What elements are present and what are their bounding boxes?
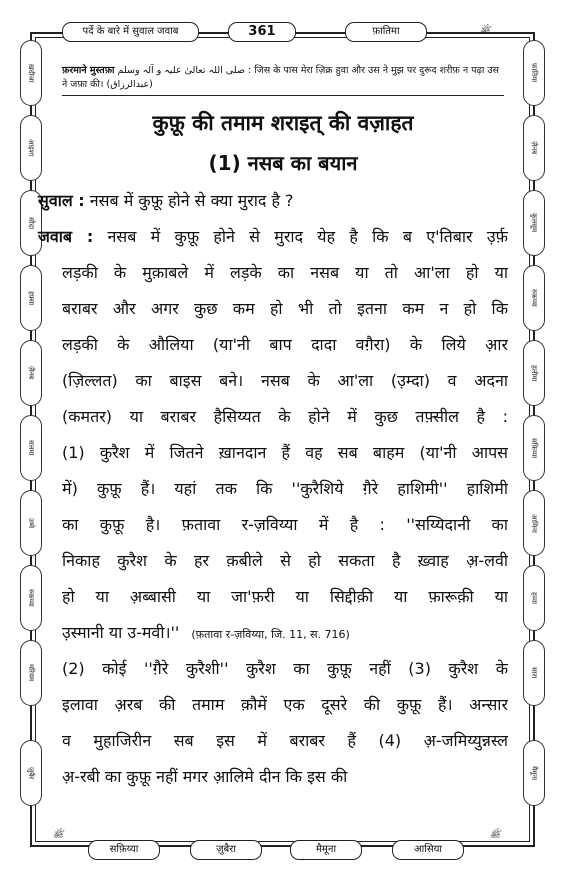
answer-line-text: व मुहाजिरीन सब इस में बराबर हैं (4) अ़-जमिय्युन्नस्ल bbox=[62, 731, 508, 750]
answer-line-text: हो या अ़ब्बासी या जा'फ़री या सिद्दीक़ी या फ़ारूक़ी या bbox=[62, 587, 508, 606]
footer-right-corner: ﷺ bbox=[489, 830, 501, 840]
footer-tab-1: ज़ुबैरा bbox=[190, 840, 262, 860]
answer-line-text: अ़-रबी का कुफ़ू नहीं मगर आ़लिमे दीन कि इस की bbox=[62, 767, 348, 786]
answer-line-text: में) कुफ़ू हैं। यहां तक कि ''कुरैशिये ग़ैरे हाशिमी'' हाशिमी bbox=[62, 479, 508, 498]
question-line bbox=[30, 183, 508, 219]
body-text bbox=[30, 183, 508, 795]
farmane-text-2: ने जफ़ा की। (عبدالرزاق) bbox=[62, 79, 153, 90]
farmane-label: फ़रमाने मुस्तफ़ा bbox=[62, 65, 115, 76]
answer-line-text: (2) कोई ''ग़ैरे कुरैशी'' कुरैश का कुफ़ू नहीं (3) कुरैश के bbox=[62, 659, 508, 678]
answer-line-text: उ़स्मानी या उ-मवी।'' bbox=[62, 623, 180, 642]
question-text: नसब में कुफ़ू होने से क्या मुराद है ? bbox=[89, 191, 294, 210]
footer-tab-0: सफ़िय्या bbox=[88, 840, 160, 860]
left-medallion: आइशा bbox=[20, 115, 42, 181]
header-left-tab: पर्दे के बारे में सुवाल जवाब bbox=[62, 22, 199, 42]
answer-line-text: (ज़िल्लत) का बाइस बने। नसब के आ'ला (उ़म्दा) व अदना bbox=[62, 371, 508, 390]
answer-line-5 bbox=[30, 399, 508, 435]
right-medallion: मैमूना bbox=[523, 740, 545, 806]
left-medallion: ज़ुबैर bbox=[20, 740, 42, 806]
page-title: कुफ़ू की तमाम शराइत् की वज़ाहत bbox=[152, 111, 414, 135]
answer-line-7 bbox=[30, 471, 508, 507]
answer-lines bbox=[30, 255, 508, 795]
header-right-corner: ﷺ bbox=[479, 26, 491, 36]
right-medallion: सफ़िय्या bbox=[523, 415, 545, 481]
header-right-tab: फ़ातिमा bbox=[345, 22, 427, 42]
answer-line-text: (कमतर) या बराबर हैसिय्यत के होने में कुछ तफ़्सील है : bbox=[62, 407, 508, 426]
answer-line-2 bbox=[30, 291, 508, 327]
answer-line-text: (1) कुरैश में जितने ख़ानदान हैं वह सब बाहम (या'नी आपस bbox=[62, 443, 508, 462]
right-medallion: फ़ातिमा bbox=[523, 40, 545, 106]
right-medallion: सारा bbox=[523, 640, 545, 706]
answer-line-3 bbox=[30, 327, 508, 363]
question-label: सुवाल : bbox=[38, 191, 85, 210]
answer-line-9 bbox=[30, 543, 508, 579]
answer-line-6 bbox=[30, 435, 508, 471]
answer-line-10 bbox=[30, 579, 508, 615]
answer-line-text: बराबर और अगर कुछ कम हो भी तो इतना कम न हो कि bbox=[62, 299, 508, 318]
answer-line-12 bbox=[30, 651, 508, 687]
right-medallion: कुलसूम bbox=[523, 190, 545, 256]
answer-line-8 bbox=[30, 507, 508, 543]
left-medallion: उम्मे bbox=[20, 490, 42, 556]
left-medallion: रुक़य्या bbox=[20, 565, 42, 631]
answer-line-4 bbox=[30, 363, 508, 399]
left-medallion: हफ़्सा bbox=[20, 265, 42, 331]
farmane-arabic: صلی اللہ تعالیٰ علیہ و آلہ وسلم bbox=[117, 65, 245, 76]
answer-line-0 bbox=[30, 219, 508, 255]
page-number: 361 bbox=[228, 22, 296, 42]
footer-tab-2: मैमूना bbox=[290, 840, 362, 860]
answer-line-text: लड़की के मुक़ाबले में लड़के का नसब या तो आ'ला हो या bbox=[62, 263, 508, 282]
answer-line-text: का कुफ़ू है। फ़तावा र-ज़विय्या में है : ''सय्यिदानी का bbox=[62, 515, 508, 534]
left-medallion: ज़ैनब bbox=[20, 340, 42, 406]
answer-line-text: निकाह कुरैश के हर क़बीले से हो सकता है ख़्वाह अ़-लवी bbox=[62, 551, 508, 570]
farmane-text: : जिस के पास मेरा ज़िक्र हुवा और उस ने मुझ पर दुरूद शरीफ़ न पढ़ा उस bbox=[247, 65, 499, 76]
answer-line-11 bbox=[30, 615, 508, 651]
right-medallion: हलीमा bbox=[523, 340, 545, 406]
footer-tab-3: आसिया bbox=[392, 840, 464, 860]
answer-line-text: लड़की के औलिया (या'नी बाप दादा वग़ैरा) के लिये आ़र bbox=[62, 335, 508, 354]
right-medallion: रुक़य्या bbox=[523, 265, 545, 331]
farmane-mustafa bbox=[62, 64, 504, 96]
right-medallion: ज़ैनब bbox=[523, 115, 545, 181]
answer-line-14 bbox=[30, 723, 508, 759]
answer-line-15 bbox=[30, 759, 508, 795]
left-medallion: मरियम bbox=[20, 640, 42, 706]
footer-left-corner: ﷺ bbox=[52, 830, 64, 840]
answer-label: जवाब : bbox=[38, 227, 94, 246]
section-subtitle: (1) नसब का बयान bbox=[208, 151, 358, 175]
left-medallion: सौदा bbox=[20, 190, 42, 256]
answer-line-text: नसब में कुफ़ू होने से मुराद येह है कि ब ए'तिबार उ़र्फ़ bbox=[107, 227, 508, 246]
right-medallion: आमिना bbox=[523, 490, 545, 556]
answer-line-text: इलावा अ़रब की तमाम क़ौमें एक दूसरे की कुफ़ू हैं। अन्सार bbox=[62, 695, 508, 714]
citation: (फ़तावा र-ज़विय्या, जि. 11, स. 716) bbox=[191, 628, 350, 641]
answer-line-13 bbox=[30, 687, 508, 723]
right-medallion: हव्वा bbox=[523, 565, 545, 631]
left-medallion: ख़दीजा bbox=[20, 40, 42, 106]
left-medallion: सलमा bbox=[20, 415, 42, 481]
answer-line-1 bbox=[30, 255, 508, 291]
